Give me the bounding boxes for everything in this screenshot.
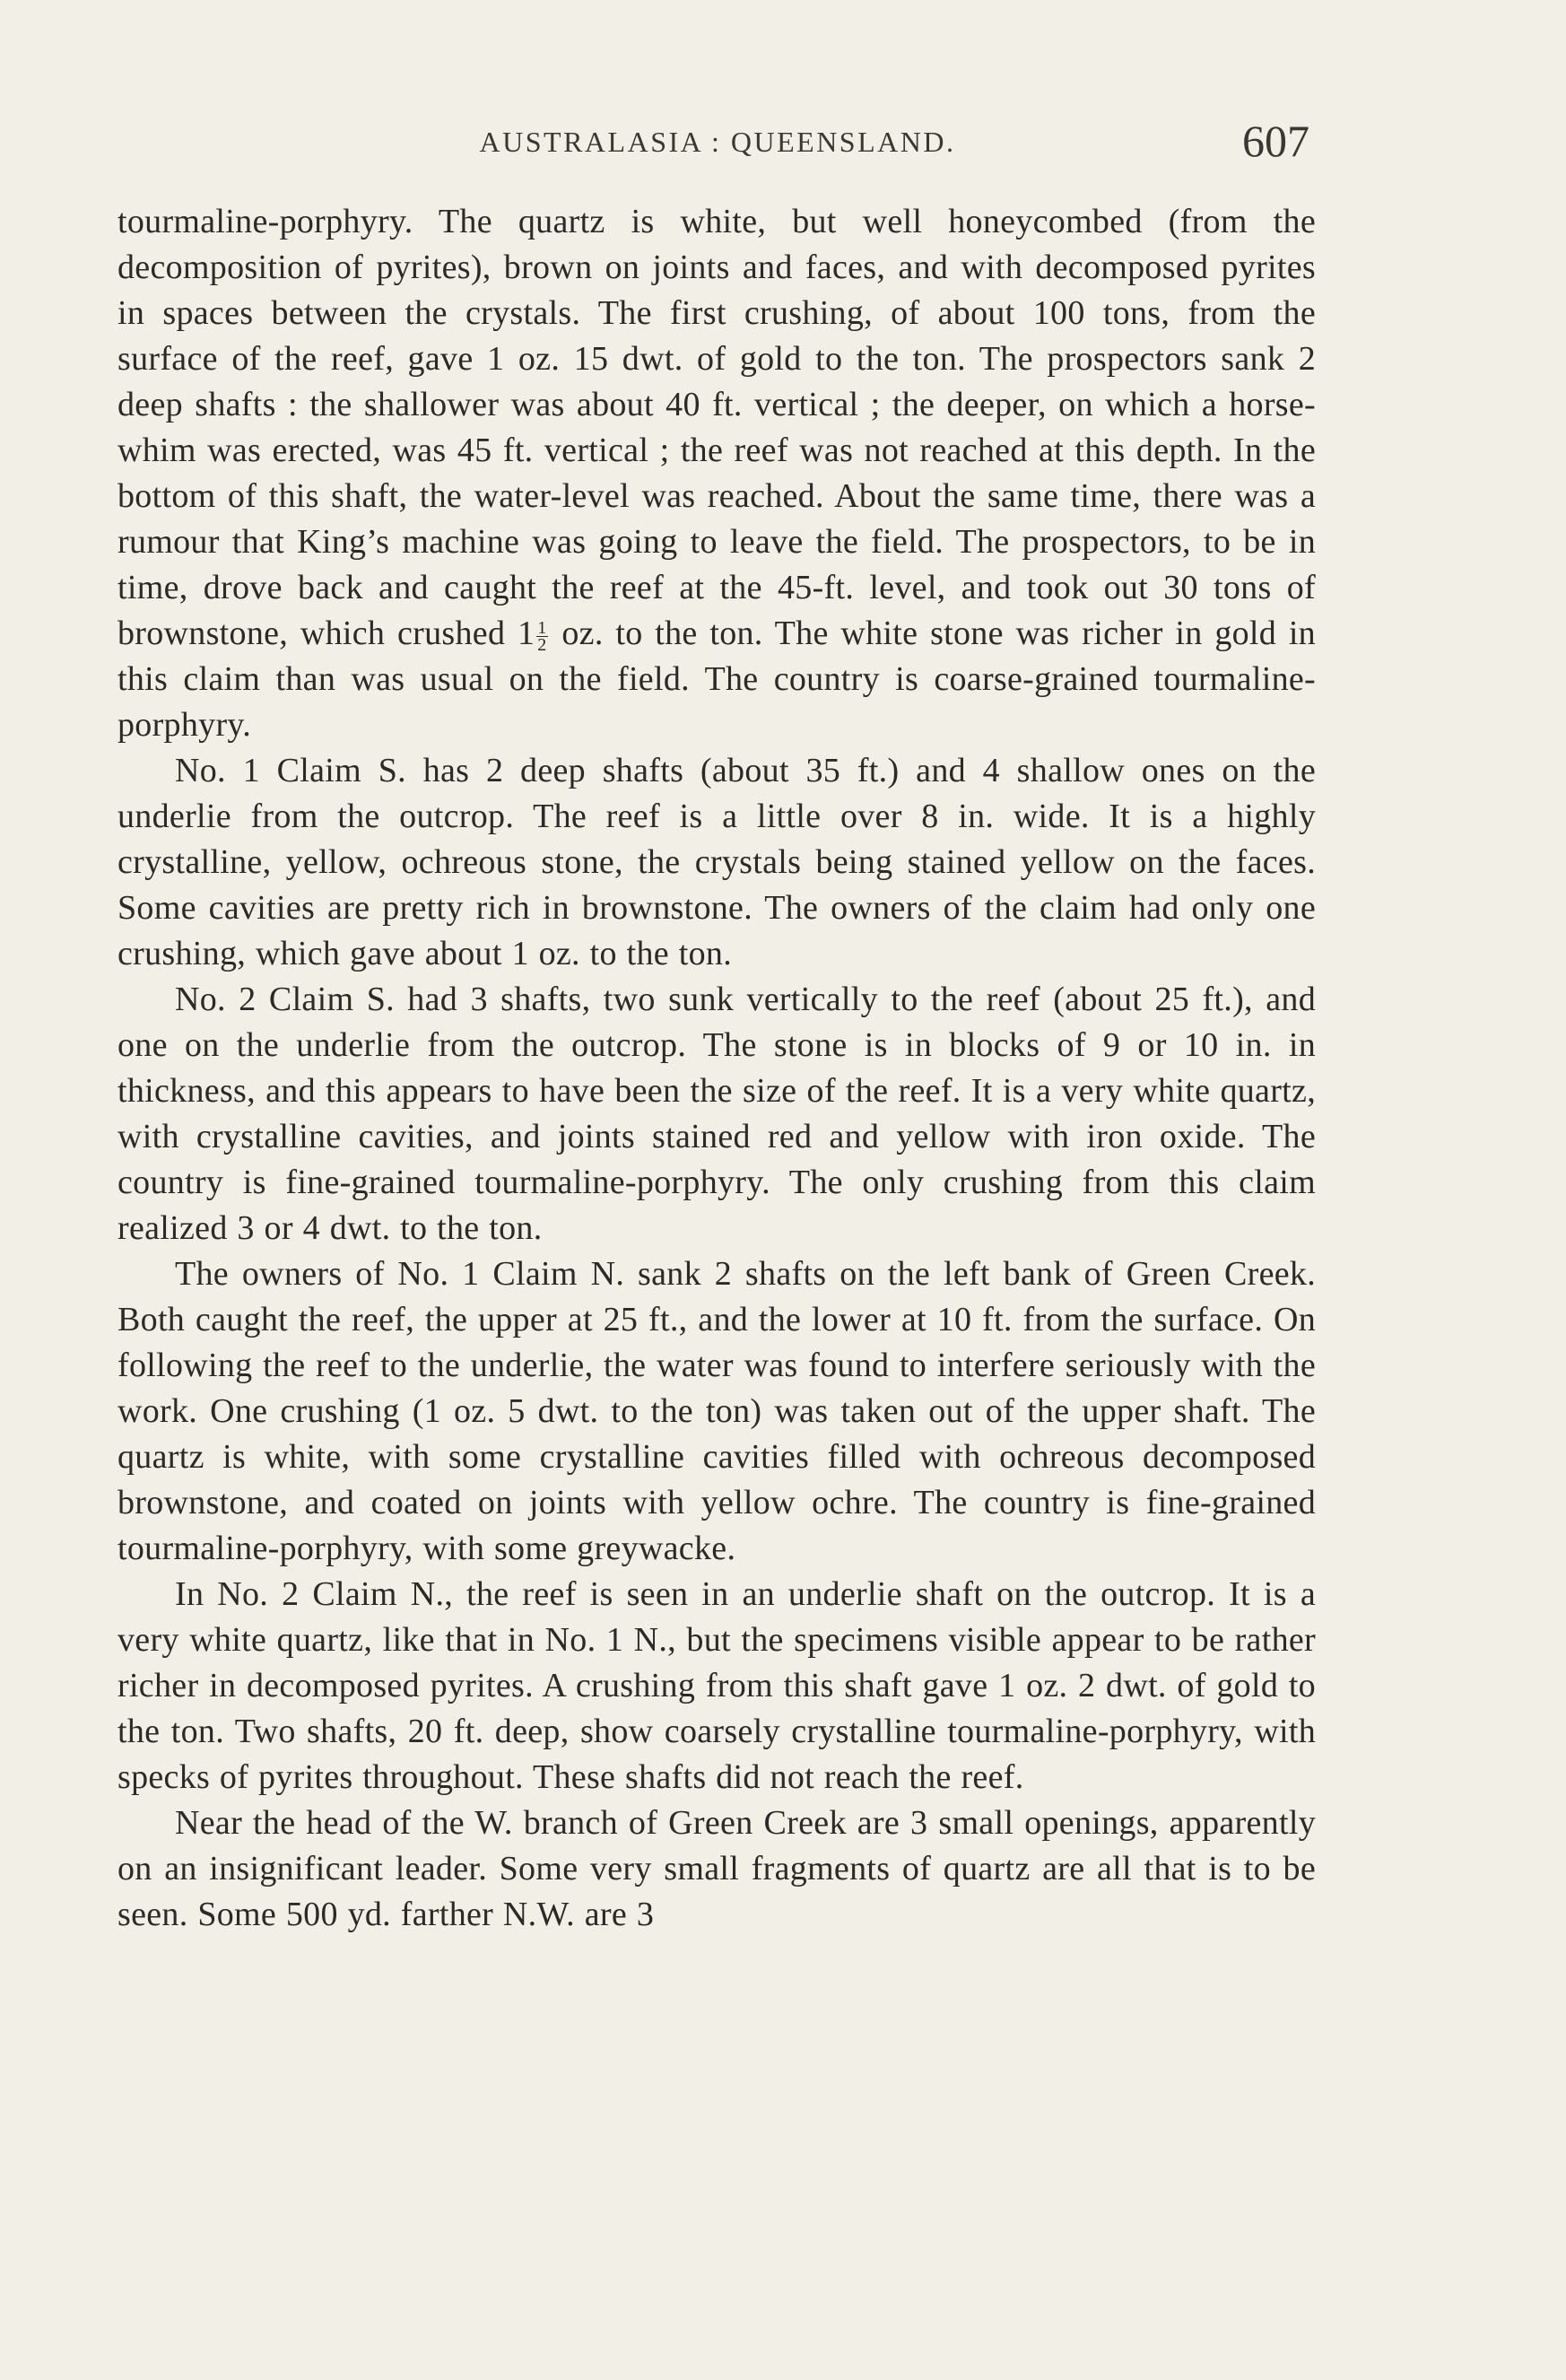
page-header bbox=[117, 115, 1318, 178]
paragraph-text-part: oz. to the ton. The white stone was richer in gold in this claim than was usual on the field. The country is coarse-grained tourmaline-porphyry. bbox=[117, 615, 1316, 744]
page-number: 607 bbox=[1242, 116, 1309, 166]
fraction-numerator: 1 bbox=[537, 617, 547, 638]
paragraph-claim-2-n: In No. 2 Claim N., the reef is seen in an underlie shaft on the outcrop. It is a very white quartz, like that in No. 1 N., but the specimens visible appear to be rather richer in decomposed pyrites. A crushing from this shaft gave 1 oz. 2 dwt. of gold to the ton. Two shafts, 20 ft. deep, show coarsely crystalline tourmaline-porphyry, with specks of pyrites throughout. These shafts did not reach the reef. bbox=[117, 1575, 1316, 1796]
paragraph-text-part: tourmaline-porphyry. The quartz is white, but well honeycombed (from the decomposition of pyrites), brown on joints and faces, and with decomposed pyrites in spaces between the crystals. The first crushing, of about 100 tons, from the surface of the reef, gave 1 oz. 15 dwt. of gold to the ton. The prospectors sank 2 deep shafts : the shallower was about 40 ft. vertical ; the deeper, on which a horse-whim was erected, was 45 ft. vertical ; the reef was not reached at this depth. In the bottom of this shaft, the water-level was reached. About the same time, there was a rumour that King’s machine was going to leave the field. The prospectors, to be in time, drove back and caught the reef at the 45-ft. level, and took out 30 tons of brownstone, which crushed 1 bbox=[117, 203, 1316, 652]
paragraph-green-creek-w-branch: Near the head of the W. branch of Green Creek are 3 small openings, apparently on an insignificant leader. Some very small fragments of quartz are all that is to be seen. Some 500 yd. farther N.W. are 3 bbox=[117, 1804, 1316, 1933]
fraction-one-half bbox=[536, 617, 547, 655]
paragraph-claim-1-n: The owners of No. 1 Claim N. sank 2 shafts on the left bank of Green Creek. Both caught the reef, the upper at 25 ft., and the lower at 10 ft. from the surface. On following the reef to the underlie, the water was found to interfere seriously with the work. One crushing (1 oz. 5 dwt. to the ton) was taken out of the upper shaft. The quartz is white, with some crystalline cavities filled with ochreous decomposed brownstone, and coated on joints with yellow ochre. The country is fine-grained tourmaline-porphyry, with some greywacke. bbox=[117, 1255, 1316, 1567]
fraction-denominator: 2 bbox=[537, 634, 547, 655]
paragraph-claim-2-s: No. 2 Claim S. had 3 shafts, two sunk vertically to the reef (about 25 ft.), and one on the underlie from the outcrop. The stone is in blocks of 9 or 10 in. in thickness, and this appears to have been the size of the reef. It is a very white quartz, with crystalline cavities, and joints stained red and yellow with iron oxide. The country is fine-grained tourmaline-porphyry. The only crushing from this claim realized 3 or 4 dwt. to the ton. bbox=[117, 981, 1316, 1247]
paragraph-claim-1-s: No. 1 Claim S. has 2 deep shafts (about 35 ft.) and 4 shallow ones on the underlie from the outcrop. The reef is a little over 8 in. wide. It is a highly crystalline, yellow, ochreous stone, the crystals being stained yellow on the faces. Some cavities are pretty rich in brownstone. The owners of the claim had only one crushing, which gave about 1 oz. to the ton. bbox=[117, 752, 1316, 972]
paragraph-continued bbox=[117, 199, 1316, 748]
body-text bbox=[117, 199, 1316, 1938]
running-head: AUSTRALASIA : QUEENSLAND. bbox=[479, 126, 956, 158]
